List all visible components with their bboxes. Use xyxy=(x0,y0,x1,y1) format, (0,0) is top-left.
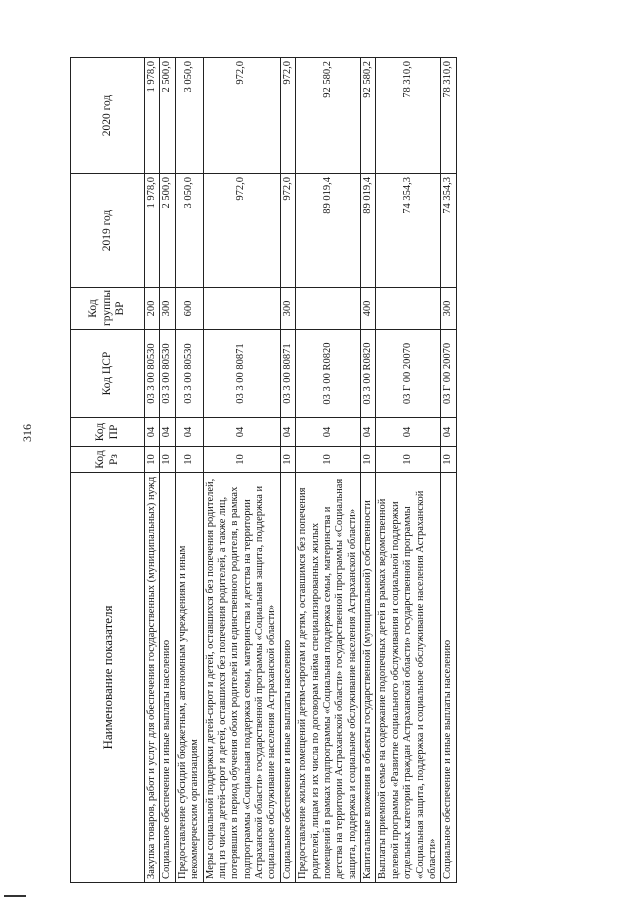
table-row xyxy=(280,58,295,883)
table-row xyxy=(441,58,456,883)
header-rz: Код Рз xyxy=(71,447,145,473)
cell-pr: 04 xyxy=(441,418,456,447)
header-name: Наименование показателя xyxy=(71,473,145,883)
cell-2020: 78 310,0 xyxy=(441,58,456,174)
cell-rz: 10 xyxy=(361,447,376,473)
cell-pr: 04 xyxy=(361,418,376,447)
cell-vr: 300 xyxy=(160,288,175,330)
cell-name: Закупка товаров, работ и услуг для обеспечения государственных (муниципальных) нужд xyxy=(145,473,160,883)
cell-2019: 972,0 xyxy=(203,174,280,288)
cell-csr: 03 3 00 80871 xyxy=(280,330,295,418)
cell-vr: 300 xyxy=(441,288,456,330)
cell-pr: 04 xyxy=(280,418,295,447)
cell-2019: 89 019,4 xyxy=(361,174,376,288)
cell-rz: 10 xyxy=(203,447,280,473)
cell-2019: 74 354,3 xyxy=(376,174,441,288)
cell-csr: 03 3 00 80530 xyxy=(160,330,175,418)
cell-rz: 10 xyxy=(441,447,456,473)
cell-csr: 03 Г 00 20070 xyxy=(376,330,441,418)
cell-pr: 04 xyxy=(203,418,280,447)
cell-rz: 10 xyxy=(145,447,160,473)
budget-table xyxy=(70,57,457,883)
cell-2019: 74 354,3 xyxy=(441,174,456,288)
header-2020: 2020 год xyxy=(71,58,145,174)
cell-pr: 04 xyxy=(145,418,160,447)
cell-pr: 04 xyxy=(296,418,361,447)
table-row xyxy=(203,58,280,883)
cell-name: Социальное обеспечение и иные выплаты населению xyxy=(280,473,295,883)
cell-2020: 78 310,0 xyxy=(376,58,441,174)
header-pr: Код ПР xyxy=(71,418,145,447)
cell-2020: 3 050,0 xyxy=(175,58,203,174)
cell-name: Социальное обеспечение и иные выплаты населению xyxy=(160,473,175,883)
table-row xyxy=(160,58,175,883)
cell-rz: 10 xyxy=(280,447,295,473)
cell-vr xyxy=(376,288,441,330)
cell-name: Социальное обеспечение и иные выплаты населению xyxy=(441,473,456,883)
cell-2019: 3 050,0 xyxy=(175,174,203,288)
cell-2020: 92 580,2 xyxy=(361,58,376,174)
cell-rz: 10 xyxy=(160,447,175,473)
table-header-row xyxy=(71,58,145,883)
cell-csr: 03 Г 00 20070 xyxy=(441,330,456,418)
cell-pr: 04 xyxy=(160,418,175,447)
budget-table-container xyxy=(70,58,542,883)
table-row xyxy=(175,58,203,883)
cell-2019: 2 500,0 xyxy=(160,174,175,288)
page-number: 316 xyxy=(20,424,34,442)
cell-vr xyxy=(203,288,280,330)
cell-name: Меры социальной поддержки детей-сирот и детей, оставшихся без попечения родителей, лиц из числа детей-сирот и детей, оставшихся без попечения родителей, а также лиц, потерявших в период обучения обоих родителей или единственного родителя, в рамках подпрограммы «Социальная поддержка семьи, материнства и детства на территории Астраханской области» государственной программы «Социальная защита, поддержка и социальное обслуживание населения Астраханской области» xyxy=(203,473,280,883)
table-row xyxy=(145,58,160,883)
cell-2020: 2 500,0 xyxy=(160,58,175,174)
cell-2019: 972,0 xyxy=(280,174,295,288)
cell-pr: 04 xyxy=(376,418,441,447)
cell-vr: 200 xyxy=(145,288,160,330)
cell-rz: 10 xyxy=(175,447,203,473)
cell-vr: 600 xyxy=(175,288,203,330)
cell-name: Предоставление жилых помещений детям-сиротам и детям, оставшимся без попечения родителей, лицам из их числа по договорам найма специализированных жилых помещений в рамках подпрограммы «Социальная поддержка семьи, материнства и детства на территории Астраханской области» государственной программы «Социальная защита, поддержка и социальное обслуживание населения Астраханской области» xyxy=(296,473,361,883)
cell-csr: 03 3 00 R0820 xyxy=(361,330,376,418)
table-row xyxy=(296,58,361,883)
cell-2019: 89 019,4 xyxy=(296,174,361,288)
cell-name: Капитальные вложения в объекты государственной (муниципальной) собственности xyxy=(361,473,376,883)
cell-pr: 04 xyxy=(175,418,203,447)
cell-2020: 92 580,2 xyxy=(296,58,361,174)
cell-csr: 03 3 00 80530 xyxy=(175,330,203,418)
cell-2020: 972,0 xyxy=(203,58,280,174)
header-vr: Код группы ВР xyxy=(71,288,145,330)
cell-csr: 03 3 00 80871 xyxy=(203,330,280,418)
header-csr: Код ЦСР xyxy=(71,330,145,418)
cell-2020: 972,0 xyxy=(280,58,295,174)
cell-vr xyxy=(296,288,361,330)
table-row xyxy=(361,58,376,883)
cell-vr: 400 xyxy=(361,288,376,330)
header-2019: 2019 год xyxy=(71,174,145,288)
cell-vr: 300 xyxy=(280,288,295,330)
cell-2019: 1 978,0 xyxy=(145,174,160,288)
cell-csr: 03 3 00 80530 xyxy=(145,330,160,418)
cell-2020: 1 978,0 xyxy=(145,58,160,174)
scan-edge-mark xyxy=(4,895,26,897)
cell-name: Выплаты приемной семье на содержание подопечных детей в рамках ведомственной целевой программы «Развитие социального обслуживания и социальной поддержки отдельных категорий граждан Астраханской области» государственной программы «Социальная защита, поддержка и социальное обслуживание населения Астраханской области» xyxy=(376,473,441,883)
cell-rz: 10 xyxy=(376,447,441,473)
table-row xyxy=(376,58,441,883)
cell-csr: 03 3 00 R0820 xyxy=(296,330,361,418)
cell-name: Предоставление субсидий бюджетным, автономным учреждениям и иным некоммерческим организациям xyxy=(175,473,203,883)
cell-rz: 10 xyxy=(296,447,361,473)
